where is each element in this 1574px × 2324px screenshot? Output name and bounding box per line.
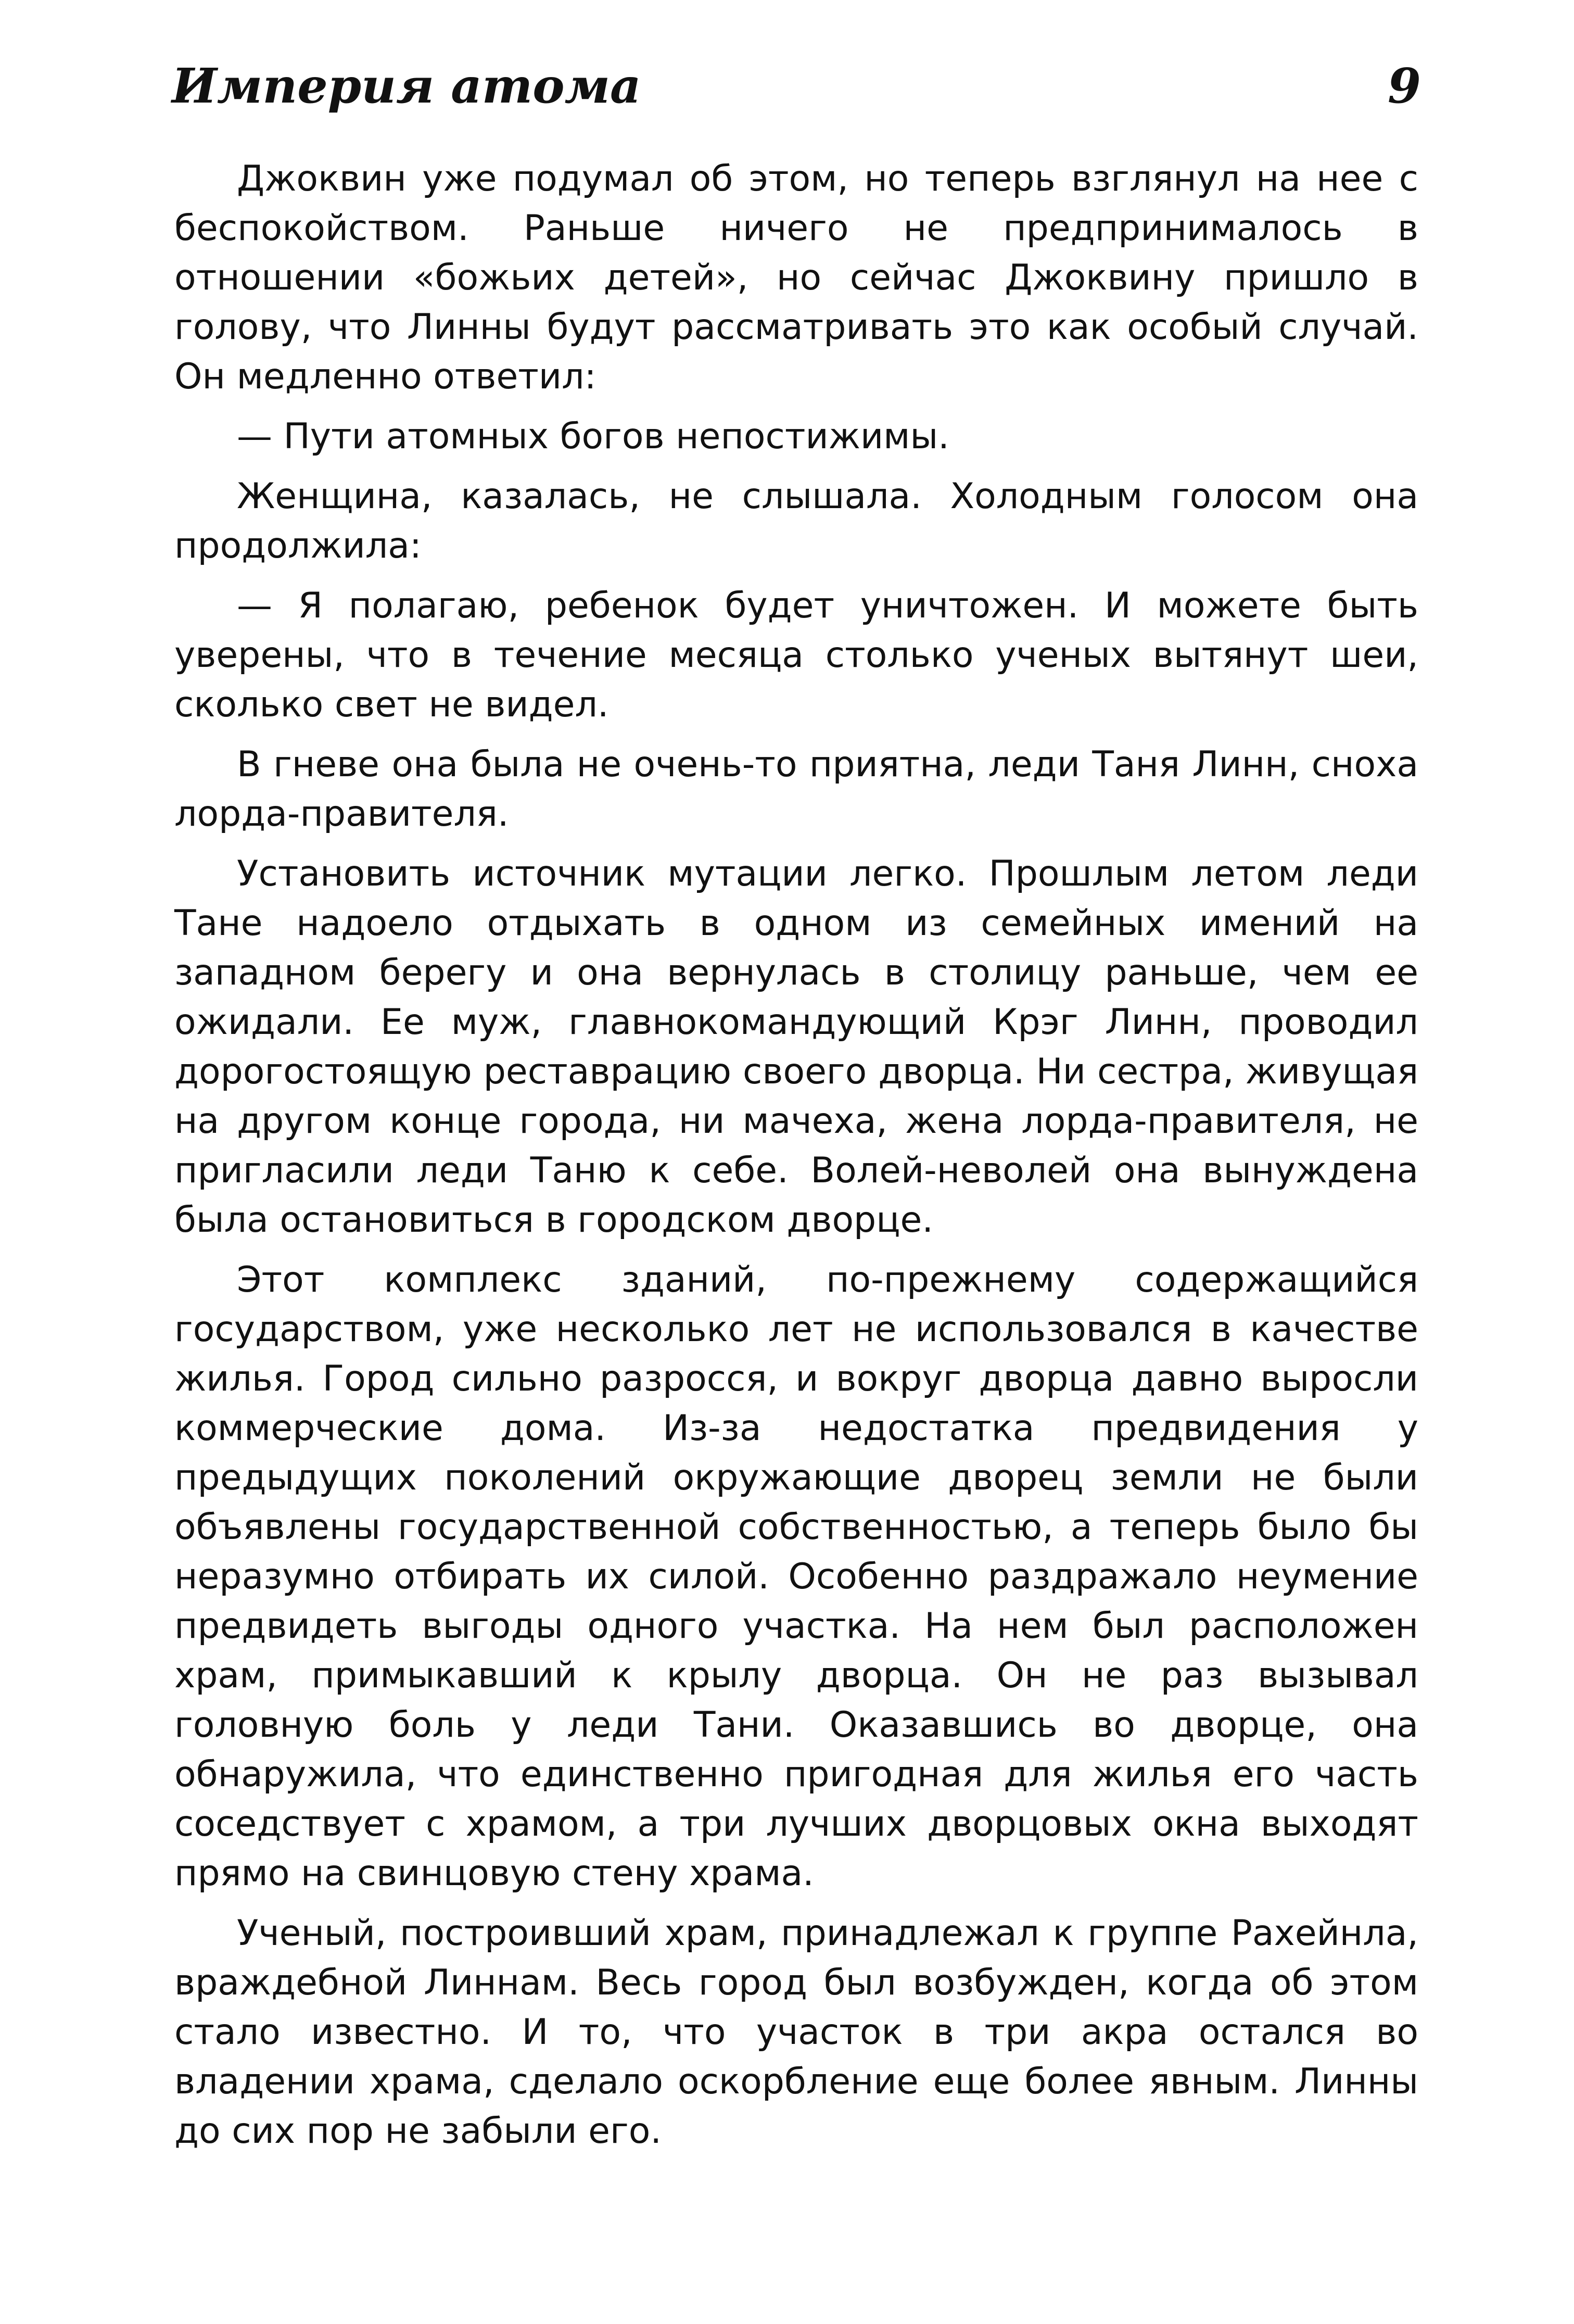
running-title: Империя атома [172,58,641,114]
paragraph: Этот комплекс зданий, по-прежнему содержащийся государством, уже несколько лет не использовался в качестве жилья. Город сильно разросся, и вокруг дворца давно выросли коммерческие дома. Из-за недостатка предвидения у предыдущих поколений окружающие дворец земли не были объявлены государственной собственностью, а теперь было бы неразумно отбирать их силой. Особенно раздражало неумение предвидеть выгоды одного участка. На нем был расположен храм, примыкавший к крылу дворца. Он не раз вызывал головную боль у леди Тани. Оказавшись во дворце, она обнаружила, что единственно пригодная для жилья его часть соседствует с храмом, а три лучших дворцовых окна выходят прямо на свинцовую стену храма. [174,1259,1418,1894]
paragraph: В гневе она была не очень-то приятна, леди Таня Линн, сноха лорда-правителя. [174,744,1418,835]
paragraph: Установить источник мутации легко. Прошлым летом леди Тане надоело отдыхать в одном из семейных имений на западном берегу и она вернулась в столицу раньше, чем ее ожидали. Ее муж, главнокомандующий Крэг Линн, проводил дорогостоящую реставрацию своего дворца. Ни сестра, живущая на другом конце города, ни мачеха, жена лорда-правителя, не пригласили леди Таню к себе. Волей-неволей она вынуждена была остановиться в городском дворце. [174,853,1418,1241]
running-head [172,49,1421,122]
paragraph: — Пути атомных богов непостижимы. [237,416,949,457]
paragraph: Ученый, построивший храм, принадлежал к группе Рахейнла, враждебной Линнам. Весь город был возбужден, когда об этом стало известно. И то, что участок в три акра остался во владении храма, сделало оскорбление еще более явным. Линны до сих пор не забыли его. [174,1913,1418,2152]
paragraph: Джоквин уже подумал об этом, но теперь взглянул на нее с беспокойством. Раньше ничего не предпринималось в отношении «божьих детей», но сейчас Джоквину пришло в голову, что Линны будут рассматривать это как особый случай. Он медленно ответил: [174,158,1418,397]
body-text [174,154,1418,2166]
page-number: 9 [1387,58,1421,114]
paragraph: Женщина, казалась, не слышала. Холодным голосом она продолжила: [174,476,1418,566]
paragraph: — Я полагаю, ребенок будет уничтожен. И можете быть уверены, что в течение месяца столько ученых вытянут шеи, сколько свет не видел. [174,585,1418,725]
